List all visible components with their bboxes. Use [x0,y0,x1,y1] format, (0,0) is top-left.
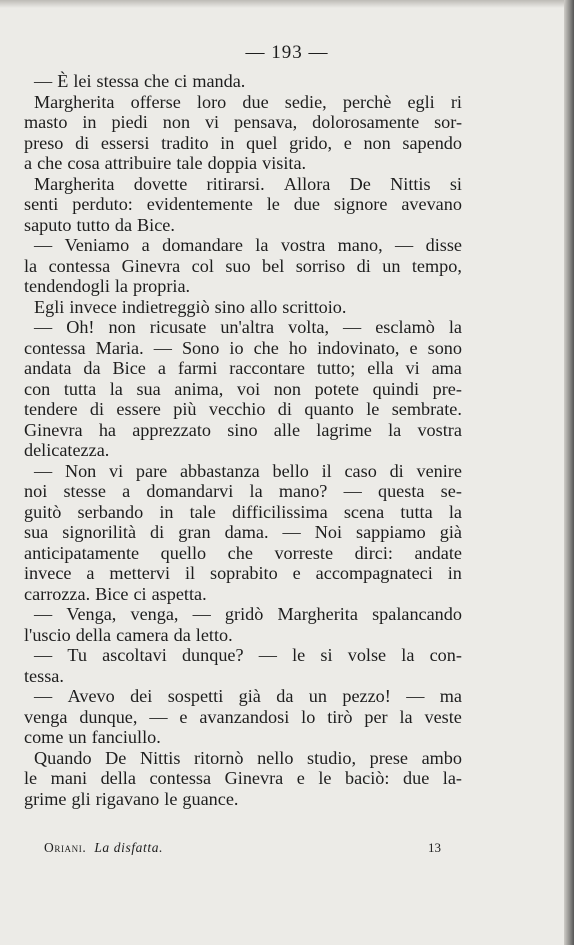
text-line: — Veniamo a domandare la vostra mano, — disse [34,235,462,255]
text-line: contessa Maria. — Sono io che ho indovinato, e sono [24,337,462,358]
text-line: la contessa Ginevra col suo bel sorriso di un tempo, [24,255,462,276]
footer-imprint [44,840,163,856]
text-line: con tutta la sua anima, voi non potete quindi pre- [24,378,462,399]
text-line: guitò serbando in tale difficilissima scena tutta la [24,501,462,522]
text-line: tessa. [24,665,64,686]
text-line: tendere di essere più vecchio di quanto le sembrate. [24,399,462,419]
text-line: venga dunque, — e avanzandosi lo tirò per la veste [24,706,462,727]
signature-mark: 13 [428,840,441,855]
body-text [24,71,462,809]
text-line: delicatezza. [24,440,110,460]
text-line: a che cosa attribuire tale doppia visita. [24,153,307,173]
text-line: Ginevra ha apprezzato sino alle lagrime la vostra [24,419,462,440]
text-line: Egli invece indietreggiò sino allo scrittoio. [34,296,347,317]
text-line: tendendogli la propria. [24,276,191,296]
text-line: saputo tutto da Bice. [24,214,175,235]
text-line: — Avevo dei sospetti già da un pezzo! — ma [34,686,462,706]
text-line: Quando De Nittis ritornò nello studio, prese ambo [34,747,462,768]
text-line: anticipatamente quello che vorreste dirci: andate [24,542,462,563]
text-line: — Venga, venga, — gridò Margherita spalancando [34,604,462,624]
text-line: Margherita offerse loro due sedie, perchè egli ri [34,91,462,112]
text-line: Margherita dovette ritirarsi. Allora De Nittis si [34,173,462,194]
text-line: le mani della contessa Ginevra e le baciò: due la- [24,768,462,788]
text-line: senti perduto: evidentemente le due signore avevano [24,194,462,214]
page-right-shadow [564,0,574,945]
text-line: carrozza. Bice ci aspetta. [24,583,207,604]
text-line: — Tu ascoltavi dunque? — le si volse la con- [34,645,462,665]
text-line: grime gli rigavano le guance. [24,788,239,809]
text-line: preso di essersi tradito in quel grido, e non sapendo [24,132,462,153]
text-line: — Oh! non ricusate un'altra volta, — esclamò la [34,317,462,337]
text-line: sua signorilità di gran dama. — Noi sappiamo già [24,522,462,542]
footer-author: Oriani. [44,840,87,855]
text-line: l'uscio della camera da letto. [24,624,233,645]
text-line: — È lei stessa che ci manda. [34,71,246,91]
text-line: noi stesse a domandarvi la mano? — questa se- [24,481,462,501]
page-number: — 193 — [245,42,329,63]
text-line: masto in piedi non vi pensava, dolorosamente sor- [24,112,462,132]
text-line: come un fanciullo. [24,727,161,747]
footer-title: La disfatta. [94,840,164,855]
page-top-shadow [0,0,574,8]
text-line: — Non vi pare abbastanza bello il caso di venire [34,460,462,481]
text-line: andata da Bice a farmi raccontare tutto; ella vi ama [24,358,462,378]
text-line: invece a mettervi il soprabito e accompagnateci in [24,563,462,583]
